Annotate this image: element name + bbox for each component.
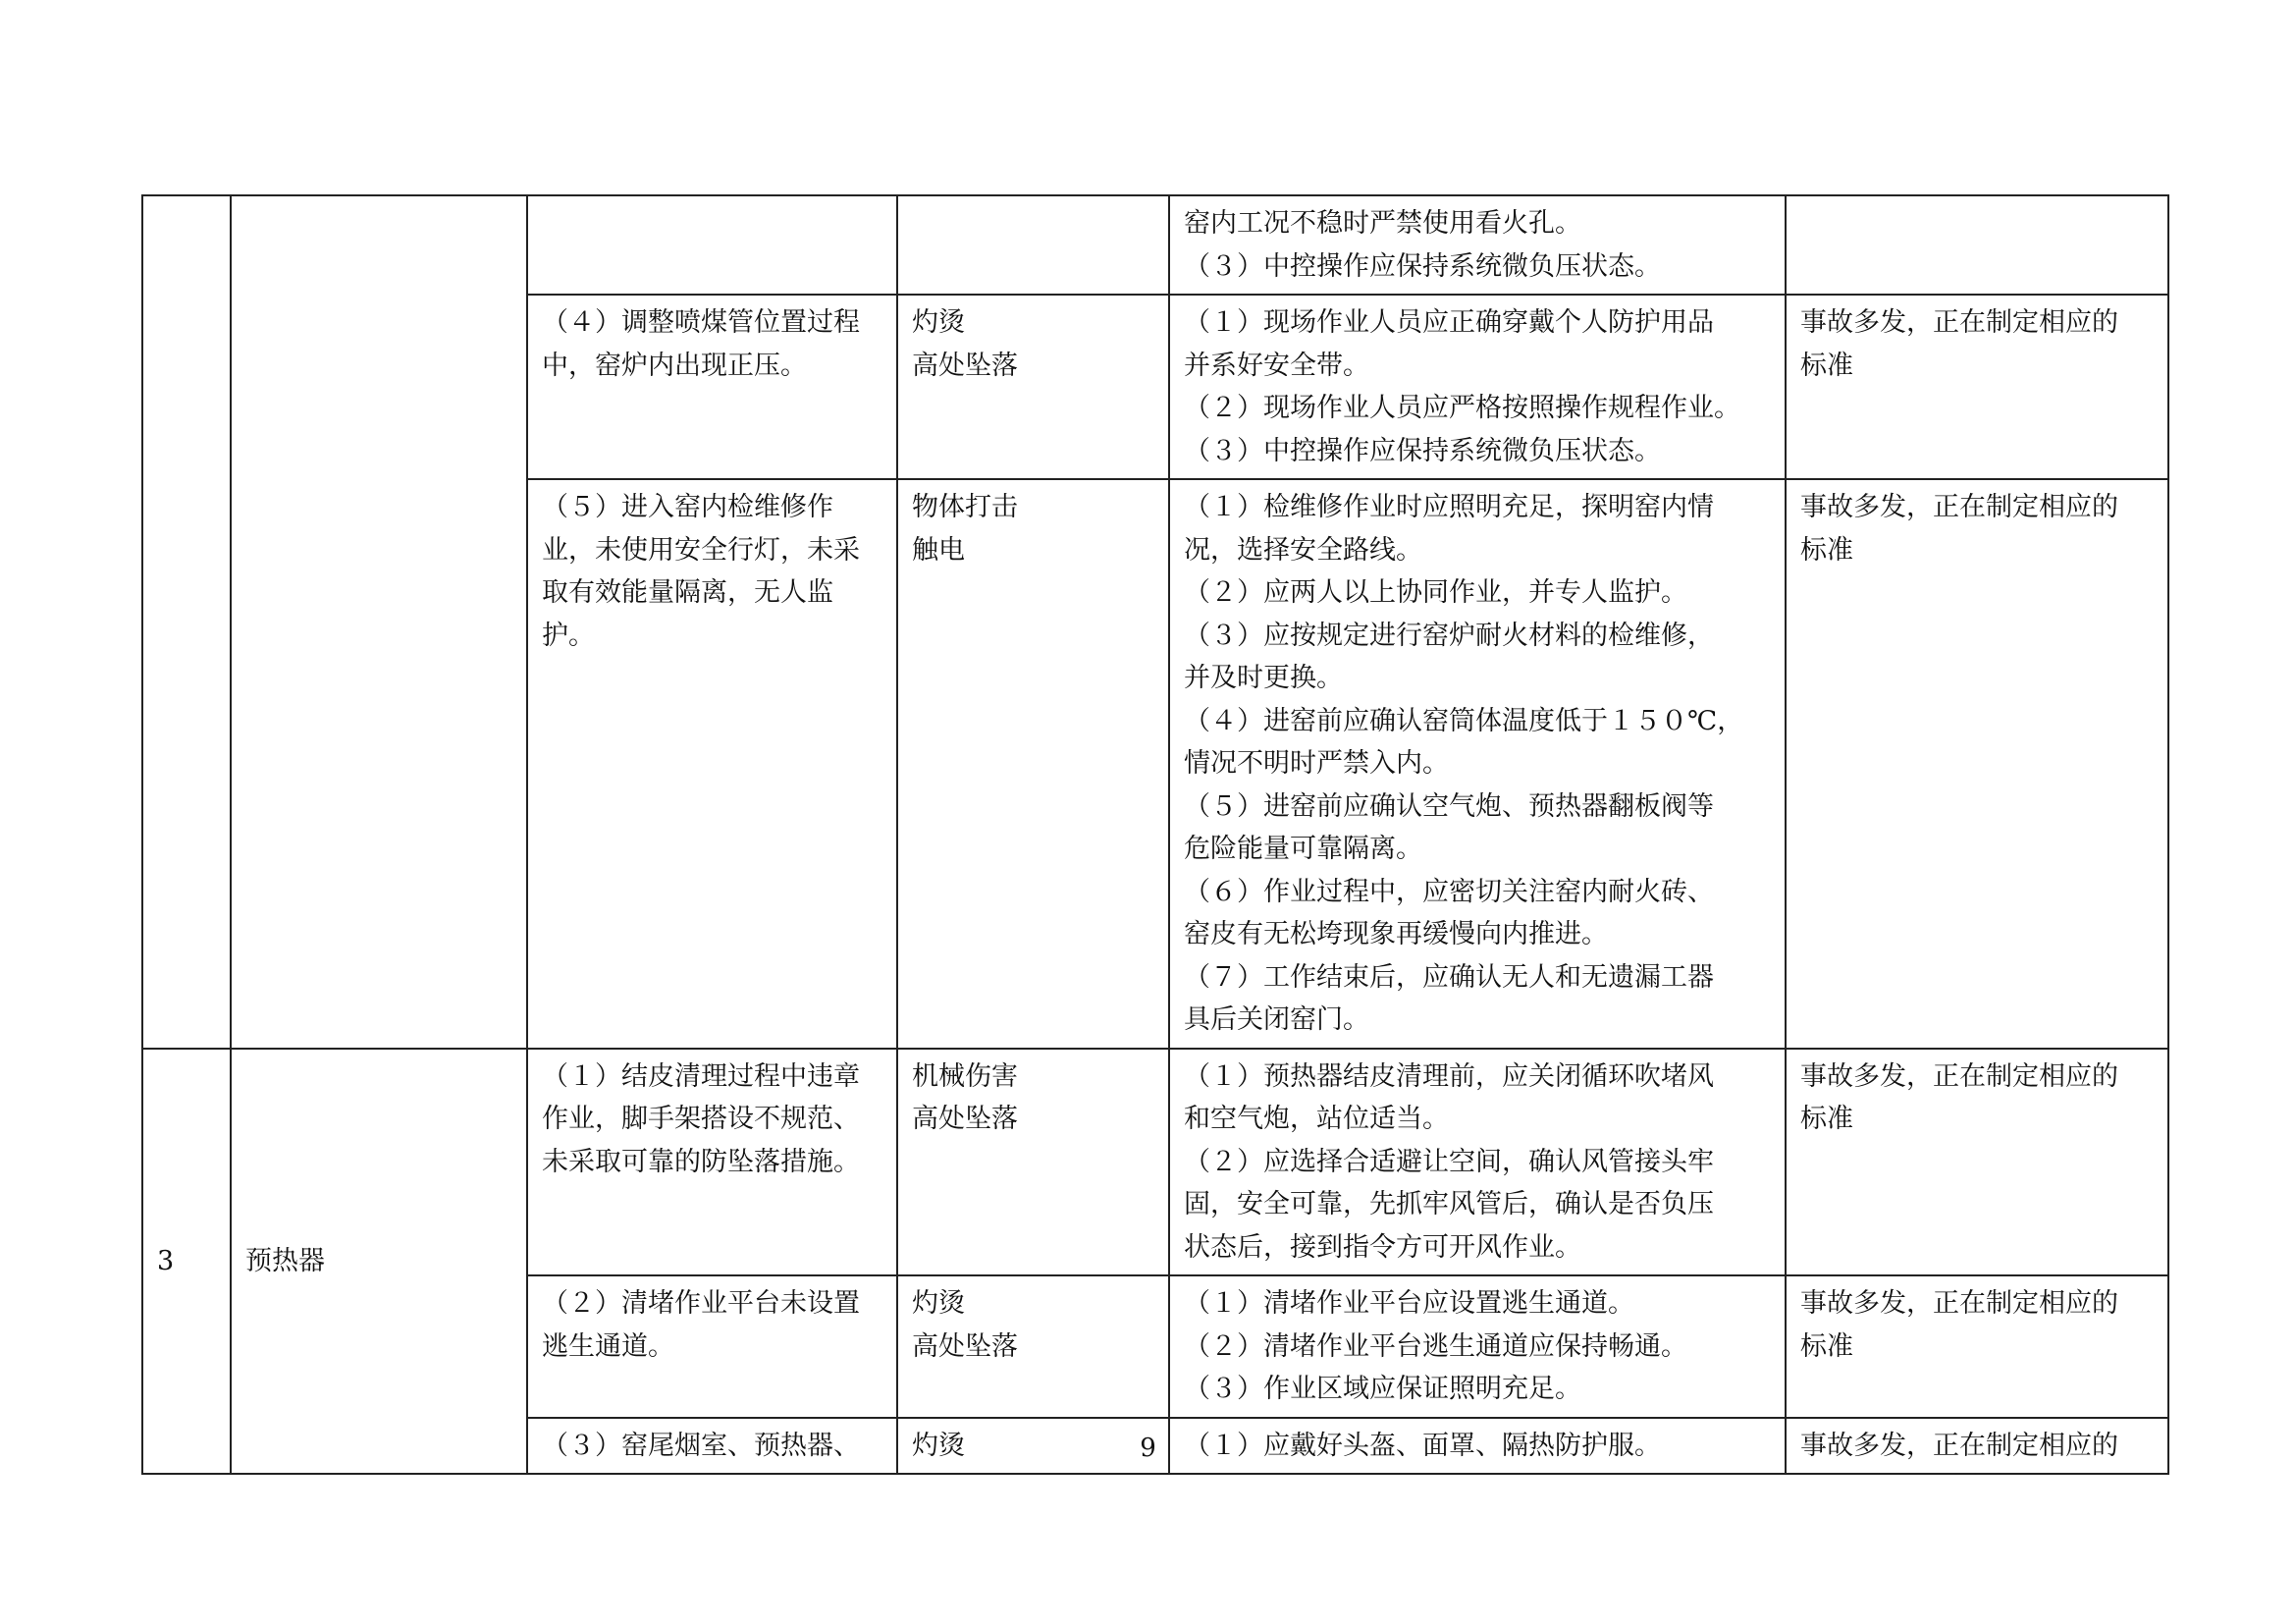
note-line: 标准 <box>1800 1330 1853 1362</box>
measure-line: 和空气炮，站位适当。 <box>1184 1104 1449 1134</box>
accident-line: 机械伤害 <box>912 1060 1018 1092</box>
cell-accident <box>897 195 1169 295</box>
cell-measures <box>1169 195 1786 295</box>
measure-line: （３）应按规定进行窑炉耐火材料的检维修， <box>1184 620 1714 651</box>
cell-hazard <box>527 195 897 295</box>
measure-line: （３）中控操作应保持系统微负压状态。 <box>1184 250 1661 282</box>
measure-line: （４）进窑前应确认窑筒体温度低于１５０℃， <box>1184 705 1744 736</box>
accident-line: 高处坠落 <box>912 1330 1018 1362</box>
accident-line: 物体打击 <box>912 492 1018 522</box>
hazard-line: （１）结皮清理过程中违章 <box>542 1060 860 1092</box>
measure-line: 情况不明时严禁入内。 <box>1184 748 1449 779</box>
accident-line: 灼烫 <box>912 307 965 338</box>
cell-measures <box>1169 295 1786 479</box>
cell-note <box>1786 195 2168 295</box>
hazard-line: （４）调整喷煤管位置过程 <box>542 307 860 338</box>
cell-note <box>1786 295 2168 479</box>
measure-line: （２）应选择合适避让空间，确认风管接头牢 <box>1184 1146 1714 1177</box>
measure-line: （３）中控操作应保持系统微负压状态。 <box>1184 435 1661 466</box>
hazard-line: 未采取可靠的防坠落措施。 <box>542 1146 860 1177</box>
note-line: 事故多发，正在制定相应的 <box>1800 1430 2118 1461</box>
measure-line: 并及时更换。 <box>1184 663 1343 693</box>
note-line: 事故多发，正在制定相应的 <box>1800 307 2118 338</box>
table-row <box>142 1049 2168 1276</box>
measure-line: 固，安全可靠，先抓牢风管后，确认是否负压 <box>1184 1189 1714 1219</box>
note-line: 标准 <box>1800 534 1853 566</box>
page-number: 9 <box>1140 1434 1156 1463</box>
measure-line: 况，选择安全路线。 <box>1184 534 1422 566</box>
hazard-line: （２）清堵作业平台未设置 <box>542 1288 860 1319</box>
cell-hazard <box>527 295 897 479</box>
measure-line: （１）清堵作业平台应设置逃生通道。 <box>1184 1288 1634 1319</box>
hazard-line: 取有效能量隔离，无人监 <box>542 577 833 608</box>
cell-location: 预热器 <box>231 1049 527 1475</box>
measure-line: （１）检维修作业时应照明充足，探明窑内情 <box>1184 492 1714 522</box>
cell-hazard <box>527 479 897 1049</box>
measure-line: （３）作业区域应保证照明充足。 <box>1184 1374 1581 1404</box>
measure-line: （７）工作结束后，应确认无人和无遗漏工器 <box>1184 961 1714 993</box>
note-line: 事故多发，正在制定相应的 <box>1800 1060 2118 1092</box>
measure-line: （１）预热器结皮清理前，应关闭循环吹堵风 <box>1184 1060 1714 1092</box>
hazard-line: 业，未使用安全行灯，未采 <box>542 534 860 566</box>
hazard-line: 作业，脚手架搭设不规范、 <box>542 1104 860 1134</box>
accident-line: 触电 <box>912 534 965 566</box>
measure-line: 窑内工况不稳时严禁使用看火孔。 <box>1184 208 1581 239</box>
cell-accident <box>897 295 1169 479</box>
table-row <box>142 195 2168 295</box>
cell-no: 3 <box>142 1049 231 1475</box>
accident-line: 灼烫 <box>912 1288 965 1319</box>
cell-measures <box>1169 479 1786 1049</box>
note-line: 标准 <box>1800 350 1853 381</box>
accident-line: 高处坠落 <box>912 350 1018 381</box>
accident-line: 高处坠落 <box>912 1104 1018 1134</box>
note-line: 事故多发，正在制定相应的 <box>1800 492 2118 522</box>
measure-line: （２）清堵作业平台逃生通道应保持畅通。 <box>1184 1330 1687 1362</box>
measure-line: （２）应两人以上协同作业，并专人监护。 <box>1184 577 1687 608</box>
note-line: 标准 <box>1800 1104 1853 1134</box>
measure-line: 状态后，接到指令方可开风作业。 <box>1184 1231 1581 1263</box>
cell-location <box>231 195 527 1049</box>
cell-accident <box>897 1275 1169 1418</box>
hazard-line: （３）窑尾烟室、预热器、 <box>542 1430 860 1461</box>
hazard-table <box>141 194 2169 1475</box>
hazard-line: 护。 <box>542 620 595 651</box>
measure-line: 窑皮有无松垮现象再缓慢向内推进。 <box>1184 919 1608 949</box>
measure-line: （５）进窑前应确认空气炮、预热器翻板阀等 <box>1184 790 1714 822</box>
cell-accident <box>897 1049 1169 1276</box>
cell-measures <box>1169 1049 1786 1276</box>
measure-line: （２）现场作业人员应严格按照操作规程作业。 <box>1184 393 1740 423</box>
measure-line: 危险能量可靠隔离。 <box>1184 834 1422 864</box>
hazard-line: 中，窑炉内出现正压。 <box>542 350 807 381</box>
accident-line: 灼烫 <box>912 1430 965 1461</box>
measure-line: （１）现场作业人员应正确穿戴个人防护用品 <box>1184 307 1714 338</box>
cell-no <box>142 195 231 1049</box>
cell-accident <box>897 479 1169 1049</box>
measure-line: （１）应戴好头盔、面罩、隔热防护服。 <box>1184 1430 1661 1461</box>
cell-note <box>1786 1049 2168 1276</box>
note-line: 事故多发，正在制定相应的 <box>1800 1288 2118 1319</box>
hazard-line: （５）进入窑内检维修作 <box>542 492 833 522</box>
hazard-line: 逃生通道。 <box>542 1330 674 1362</box>
measure-line: 具后关闭窑门。 <box>1184 1004 1369 1035</box>
cell-hazard <box>527 1049 897 1276</box>
cell-hazard <box>527 1275 897 1418</box>
cell-note <box>1786 479 2168 1049</box>
cell-measures <box>1169 1275 1786 1418</box>
cell-note <box>1786 1275 2168 1418</box>
measure-line: 并系好安全带。 <box>1184 350 1369 381</box>
measure-line: （６）作业过程中，应密切关注窑内耐火砖、 <box>1184 876 1714 907</box>
